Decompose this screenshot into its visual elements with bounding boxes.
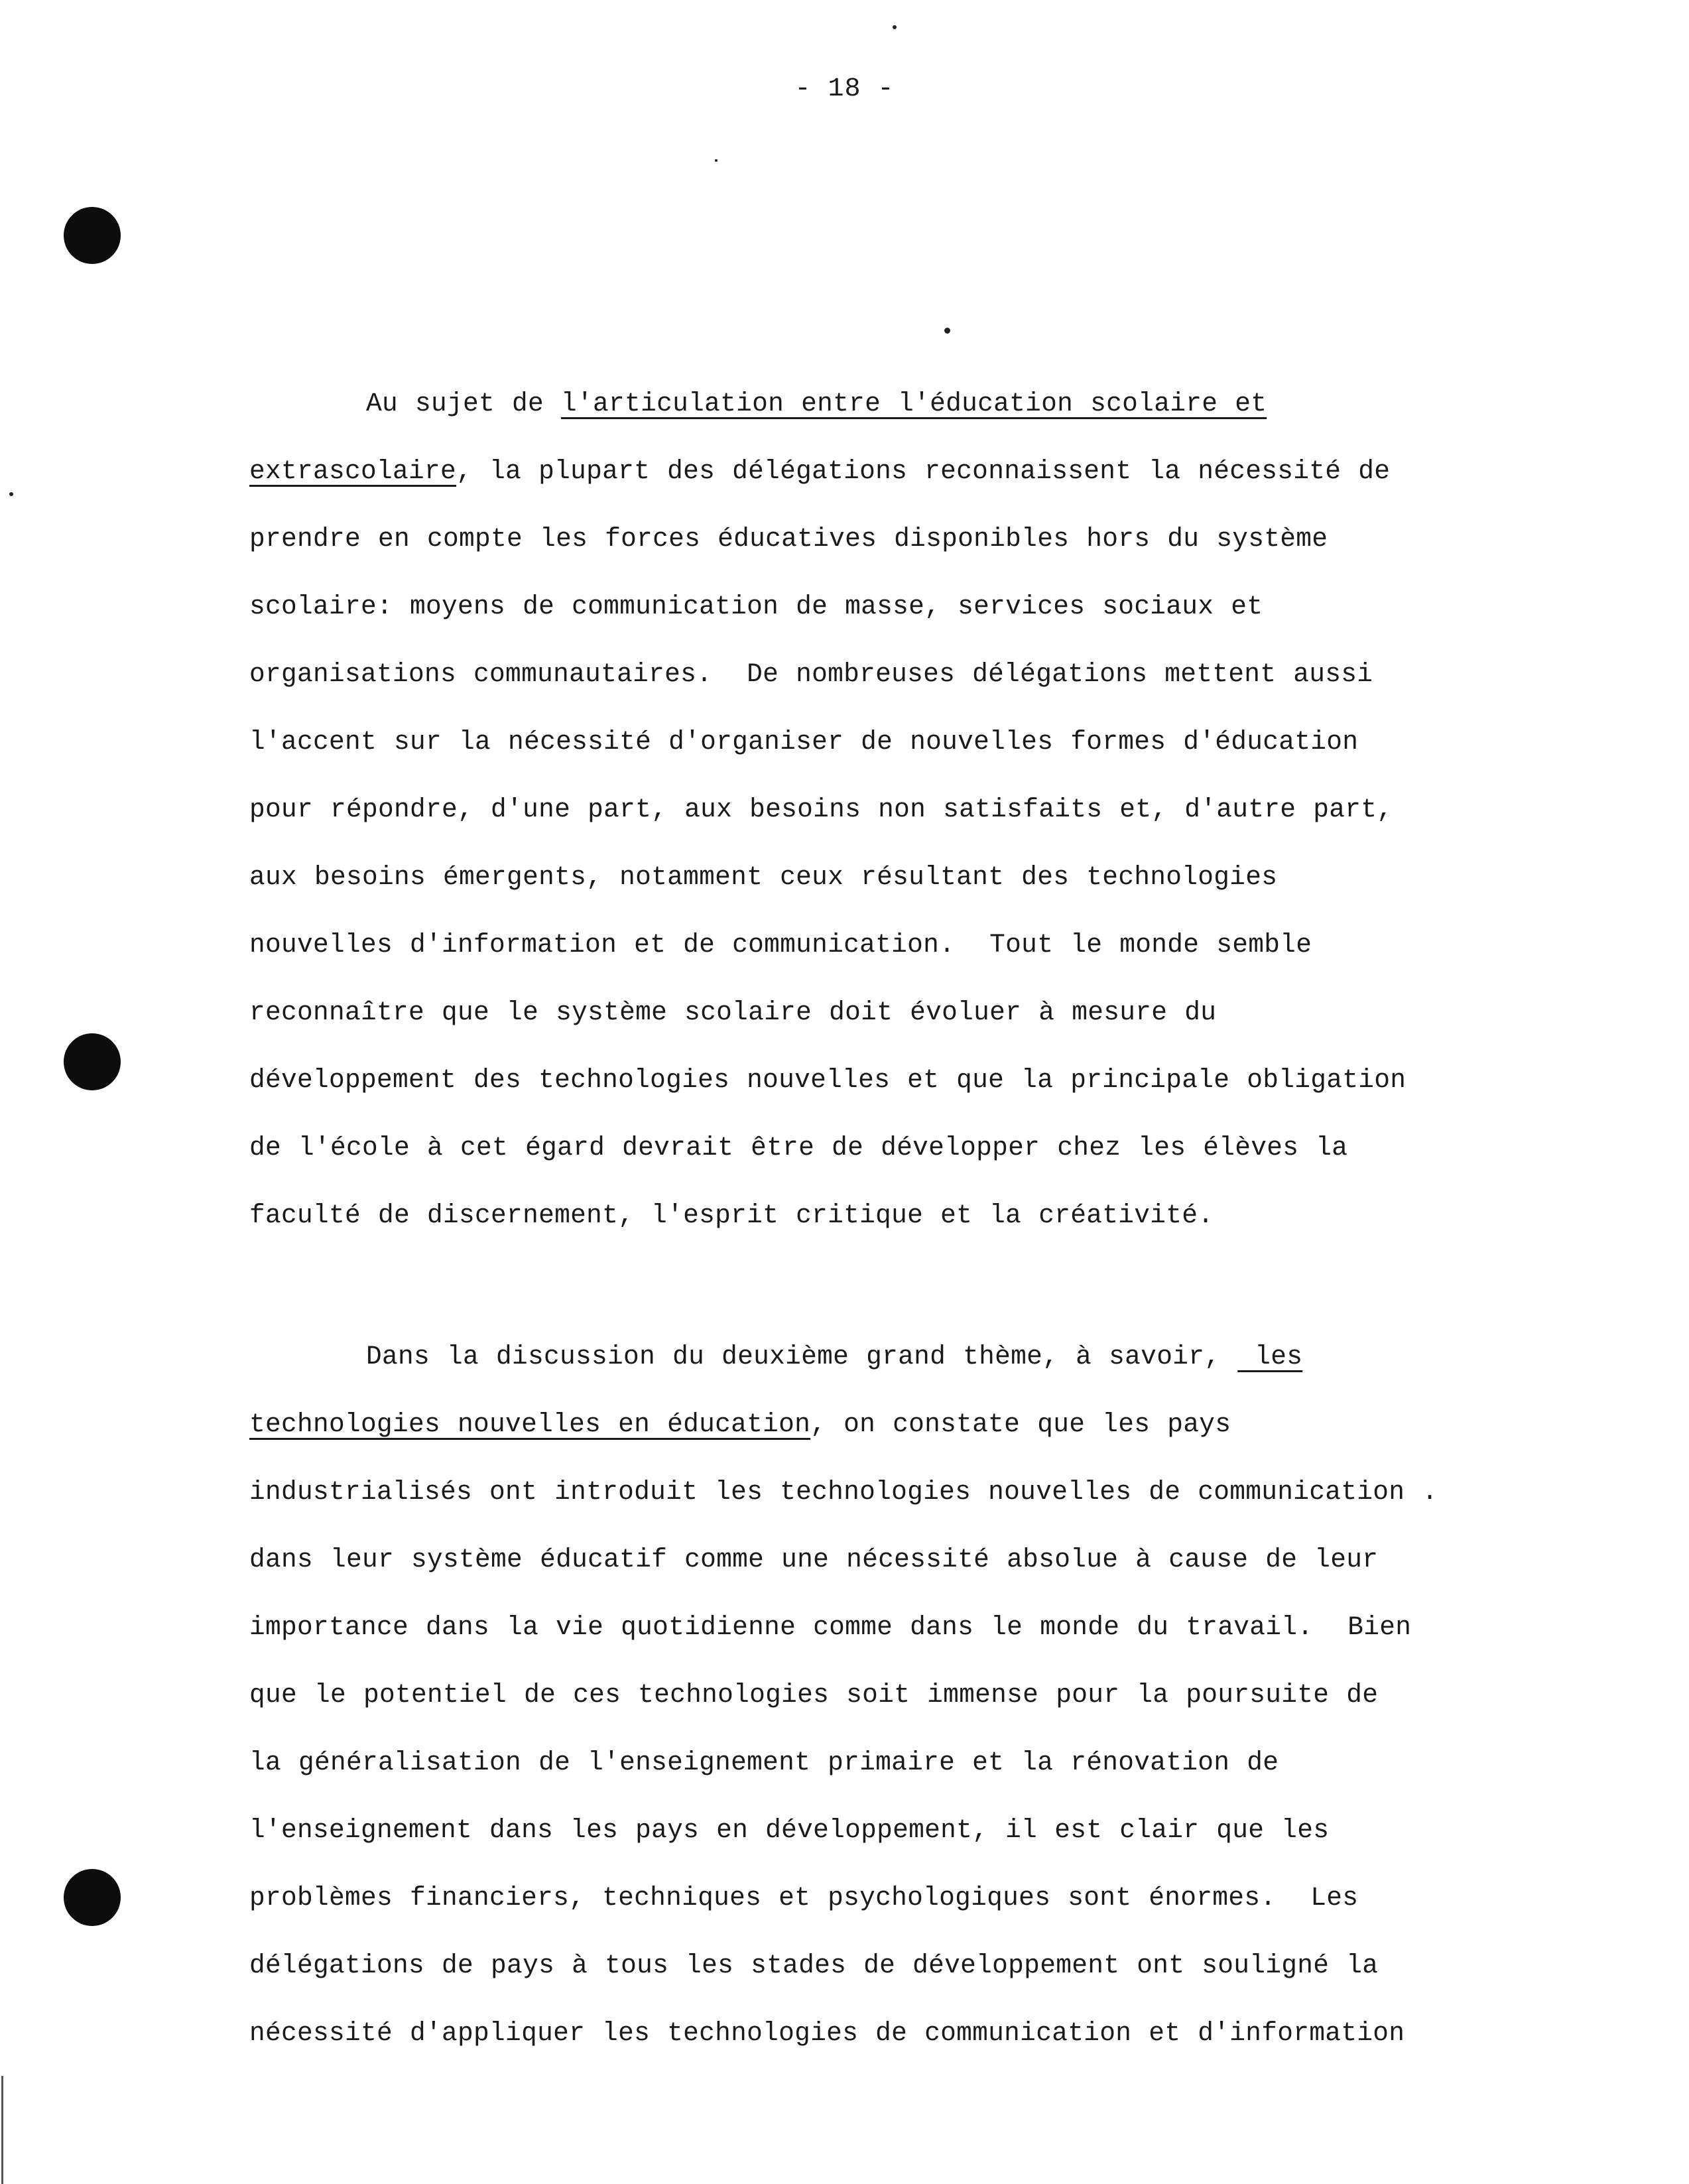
- scan-speck: [715, 159, 718, 162]
- scan-margin-line: [1, 2076, 3, 2184]
- text-line: problèmes financiers, techniques et psychologiques sont énormes. Les: [249, 1883, 1359, 1913]
- text-line: technologies nouvelles en éducation, on constate que les pays: [249, 1409, 1231, 1439]
- text-line: de l'école à cet égard devrait être de développer chez les élèves la: [249, 1133, 1348, 1163]
- text-line: industrialisés ont introduit les technologies nouvelles de communication .: [249, 1477, 1438, 1507]
- underlined-topic: extrascolaire: [249, 456, 457, 486]
- paragraph-school-extracurricular: [249, 370, 1483, 1250]
- text-line: prendre en compte les forces éducatives disponibles hors du système: [249, 524, 1328, 554]
- text-line: importance dans la vie quotidienne comme dans le monde du travail. Bien: [249, 1612, 1412, 1642]
- scan-speck: [9, 492, 13, 496]
- text-line: la généralisation de l'enseignement primaire et la rénovation de: [249, 1748, 1279, 1777]
- text-line: l'enseignement dans les pays en développement, il est clair que les: [249, 1815, 1330, 1845]
- text-line: scolaire: moyens de communication de masse, services sociaux et: [249, 592, 1263, 621]
- text-line: que le potentiel de ces technologies soit immense pour la poursuite de: [249, 1680, 1379, 1710]
- text-line: Au sujet de l'articulation entre l'éducation scolaire et: [366, 389, 1267, 418]
- text-line: aux besoins émergents, notamment ceux résultant des technologies: [249, 862, 1278, 892]
- text-line: organisations communautaires. De nombreuses délégations mettent aussi: [249, 659, 1373, 689]
- text-line: extrascolaire, la plupart des délégations reconnaissent la nécessité de: [249, 456, 1391, 486]
- text-line: l'accent sur la nécessité d'organiser de nouvelles formes d'éducation: [249, 727, 1359, 757]
- text-line: reconnaître que le système scolaire doit évoluer à mesure du: [249, 997, 1217, 1027]
- scan-speck: [893, 25, 897, 29]
- text-line: développement des technologies nouvelles et que la principale obligation: [249, 1065, 1407, 1095]
- page-number: - 18 -: [794, 74, 895, 104]
- scan-speck: [944, 328, 950, 334]
- text-line: délégations de pays à tous les stades de développement ont souligné la: [249, 1951, 1379, 1980]
- text-line: faculté de discernement, l'esprit critique et la créativité.: [249, 1200, 1214, 1230]
- underlined-topic: l'articulation entre l'éducation scolaire et: [561, 389, 1267, 418]
- text-line: Dans la discussion du deuxième grand thème, à savoir, les: [366, 1342, 1303, 1372]
- underlined-topic: technologies nouvelles en éducation: [249, 1409, 811, 1439]
- text-line: pour répondre, d'une part, aux besoins non satisfaits et, d'autre part,: [249, 795, 1393, 824]
- underlined-topic: les: [1237, 1342, 1303, 1372]
- punch-hole: [64, 1033, 121, 1090]
- paragraph-new-technologies: [249, 1323, 1483, 2067]
- text-line: nouvelles d'information et de communication. Tout le monde semble: [249, 930, 1312, 960]
- text-line: dans leur système éducatif comme une nécessité absolue à cause de leur: [249, 1545, 1379, 1574]
- punch-hole: [64, 1869, 121, 1926]
- text-line: nécessité d'appliquer les technologies de communication et d'information: [249, 2018, 1405, 2048]
- punch-hole: [64, 207, 121, 264]
